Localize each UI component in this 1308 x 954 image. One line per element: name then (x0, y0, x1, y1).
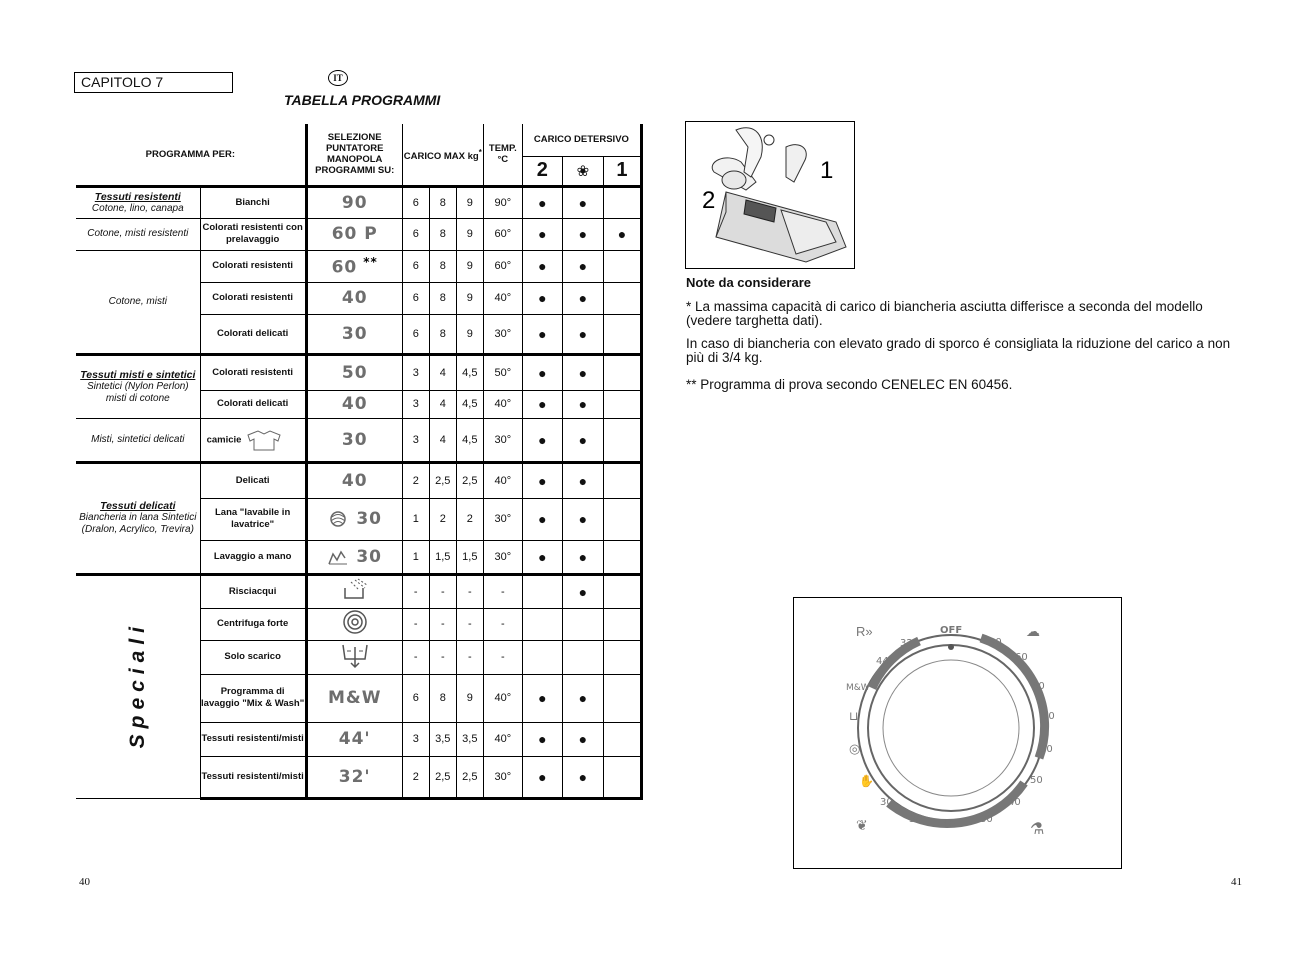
detergent-softener-dot: ● (562, 390, 603, 418)
category-speciali (76, 574, 200, 798)
detergent-2-dot: ● (522, 540, 562, 574)
dial-label-60p: 60 (1015, 652, 1028, 663)
load-min: - (402, 608, 429, 640)
load-mid: 4 (429, 354, 456, 390)
detergent-softener-dot: ● (562, 282, 603, 314)
category-text: Sintetici (Nylon Perlon) misti di cotone (86, 380, 189, 404)
selector-position (306, 250, 402, 282)
load-mid: 8 (429, 282, 456, 314)
off-leaf-icon: ❦ (856, 817, 868, 833)
temperature: 40° (483, 674, 522, 722)
load-mid: 8 (429, 250, 456, 282)
detergent-1-dot (603, 674, 641, 722)
dial-label-p: P (1018, 661, 1025, 672)
category-text: Cotone, misti (108, 295, 167, 307)
shirt-icon (244, 429, 284, 451)
load-mid: 8 (429, 186, 456, 218)
detergent-softener-dot: ● (562, 722, 603, 756)
selector-position (306, 462, 402, 498)
detergent-2-dot: ● (522, 674, 562, 722)
programme-name (200, 498, 306, 540)
load-min: 6 (402, 250, 429, 282)
detersivo-col-1: 1 (603, 156, 641, 186)
programme-name (200, 218, 306, 250)
load-max: 2 (456, 498, 483, 540)
hand-wash-small-icon: ✋ (859, 774, 874, 788)
selector-value: 40 (341, 288, 368, 308)
detergent-softener-dot: ● (562, 218, 603, 250)
detergent-1-dot: ● (603, 218, 641, 250)
selector-position (306, 354, 402, 390)
drain-icon: ⊔ (849, 709, 859, 723)
detergent-softener-dot: ● (562, 186, 603, 218)
programme-name (200, 540, 306, 574)
header-selezione: SELEZIONE PUNTATORE MANOPOLA PROGRAMMI SU: (306, 124, 402, 186)
load-max: 9 (456, 186, 483, 218)
load-min: 6 (402, 314, 429, 354)
temperature: 30° (483, 756, 522, 798)
detergent-2-dot: ● (522, 218, 562, 250)
load-min: 3 (402, 390, 429, 418)
programme-name (200, 608, 306, 640)
detergent-2-dot: ● (522, 756, 562, 798)
detergent-2-dot: ● (522, 390, 562, 418)
temperature: 50° (483, 354, 522, 390)
header-carico (402, 124, 483, 186)
synthetic-flask-icon: ⚗ (1030, 821, 1045, 838)
dial-label-40-del: 40 (942, 819, 955, 830)
load-mid: 4 (429, 418, 456, 462)
temperature: 60° (483, 218, 522, 250)
selector-position (306, 186, 402, 218)
table-row (76, 574, 642, 608)
detergent-softener-dot: ● (562, 540, 603, 574)
drawer-illustration (686, 122, 854, 268)
temperature: 40° (483, 282, 522, 314)
page-number-right: 41 (1231, 876, 1242, 888)
programme-name (200, 250, 306, 282)
load-min: 3 (402, 722, 429, 756)
table-title: TABELLA PROGRAMMI (284, 92, 441, 108)
programme-name-text: Lana "lavabile in lavatrice" (215, 507, 291, 530)
programme-name-text: camicie (206, 434, 242, 446)
dial-label-50: 50 (1030, 775, 1043, 786)
temperature: 30° (483, 314, 522, 354)
programme-name (200, 354, 306, 390)
detergent-2-dot: ● (522, 354, 562, 390)
language-badge: IT (328, 70, 348, 86)
table-row (76, 186, 642, 218)
detergent-1-dot (603, 354, 641, 390)
dial-off-label: OFF (940, 625, 963, 636)
drawer-label-1: 1 (820, 157, 834, 184)
programme-name (200, 674, 306, 722)
dial-label-90: 90 (989, 637, 1002, 648)
detergent-2-dot: ● (522, 498, 562, 540)
programme-name (200, 574, 306, 608)
load-mid: 3,5 (429, 722, 456, 756)
detergent-1-dot (603, 462, 641, 498)
detergent-softener-dot: ● (562, 354, 603, 390)
detergent-softener-dot: ● (562, 674, 603, 722)
detergent-1-dot (603, 186, 641, 218)
programme-name-text: Colorati delicati (217, 398, 289, 409)
selector-value: 90 (341, 192, 368, 213)
programme-name-text: Tessuti resistenti/misti (201, 770, 304, 782)
temperature: 40° (483, 462, 522, 498)
load-mid: 4 (429, 390, 456, 418)
load-min: - (402, 574, 429, 608)
load-min: 6 (402, 282, 429, 314)
category-cell (76, 354, 200, 418)
category-heading: Tessuti delicati (100, 500, 176, 512)
programme-name-text: Colorati resistenti (212, 292, 294, 303)
header-carico-asterisk: * (478, 148, 482, 158)
header-programma: PROGRAMMA PER: (145, 148, 236, 160)
page-number-left: 40 (79, 876, 90, 888)
drain-icon-table (341, 641, 369, 669)
selector-value: 40 (341, 394, 368, 414)
load-min: 1 (402, 540, 429, 574)
load-max: - (456, 574, 483, 608)
load-max: - (456, 640, 483, 674)
load-min: 6 (402, 674, 429, 722)
load-max: 4,5 (456, 354, 483, 390)
selector-position (306, 282, 402, 314)
detergent-1-dot (603, 540, 641, 574)
temperature: - (483, 640, 522, 674)
selector-value: 50 (341, 362, 368, 383)
temperature: 40° (483, 722, 522, 756)
load-mid: - (429, 574, 456, 608)
detergent-softener-dot: ● (562, 250, 603, 282)
load-min: 1 (402, 498, 429, 540)
load-mid: 8 (429, 674, 456, 722)
programme-name-text: Solo scarico (224, 651, 281, 662)
detergent-softener-dot (562, 608, 603, 640)
category-text: Cotone, lino, canapa (91, 202, 184, 214)
wool-icon (327, 510, 349, 528)
selector-value: 32' (338, 766, 371, 787)
programme-name (200, 462, 306, 498)
selector-value: M&W (327, 688, 382, 708)
selector-value: 44' (338, 729, 371, 749)
load-mid: - (429, 608, 456, 640)
load-max: 9 (456, 674, 483, 722)
selector-position (306, 722, 402, 756)
programme-name (200, 186, 306, 218)
detergent-softener-dot (562, 640, 603, 674)
programme-name (200, 390, 306, 418)
programme-name (200, 418, 306, 462)
detergent-softener-dot: ● (562, 418, 603, 462)
detergent-1-dot (603, 756, 641, 798)
dial-label-30-wool: 30 (909, 814, 922, 825)
load-max: 4,5 (456, 418, 483, 462)
temperature: 40° (483, 390, 522, 418)
programme-name (200, 314, 306, 354)
selector-position (306, 498, 402, 540)
detergent-1-dot (603, 282, 641, 314)
load-mid: 8 (429, 314, 456, 354)
detergent-1-dot (603, 608, 641, 640)
temperature: 30° (483, 540, 522, 574)
spin-icon-table (342, 609, 368, 635)
selector-position (306, 608, 402, 640)
load-max: 9 (456, 218, 483, 250)
temperature: - (483, 574, 522, 608)
detergent-2-dot: ● (522, 462, 562, 498)
load-max: 1,5 (456, 540, 483, 574)
category-cell (76, 186, 200, 218)
detergent-2-dot (522, 608, 562, 640)
programme-name (200, 282, 306, 314)
detergent-2-dot: ● (522, 186, 562, 218)
dial-label-44min: 44' (876, 656, 892, 667)
header-carico-text: CARICO MAX kg (403, 151, 479, 163)
detergent-softener-dot: ● (562, 462, 603, 498)
selector-value: 60 P (331, 224, 378, 244)
load-max: 4,5 (456, 390, 483, 418)
dial-label-30-syn: 30 (980, 814, 993, 825)
category-cell (76, 218, 200, 250)
note-cenelec: ** Programma di prova secondo CENELEC EN 60456. (686, 377, 1013, 392)
selector-position (306, 640, 402, 674)
programme-name-text: Colorati delicati (217, 327, 289, 339)
category-heading: Tessuti resistenti (94, 190, 181, 203)
detergent-2-dot: ● (522, 282, 562, 314)
programme-name-text: Programma di lavaggio "Mix & Wash" (201, 686, 305, 709)
category-cell (76, 462, 200, 574)
programme-name-text: Colorati resistenti con prelavaggio (202, 222, 303, 245)
table-row (76, 354, 642, 390)
cotton-icon: ☁ (1026, 623, 1040, 639)
dial-label-30: 30 (1040, 744, 1053, 755)
temperature: 30° (483, 418, 522, 462)
dial-label-40: 40 (1042, 711, 1055, 722)
programme-table (76, 124, 643, 800)
detergent-2-dot (522, 574, 562, 608)
selector-note: ** (363, 254, 378, 269)
temperature: 60° (483, 250, 522, 282)
dial-label-40-syn: 40 (1008, 797, 1021, 808)
selector-value: 30 (341, 323, 368, 344)
selector-position (306, 418, 402, 462)
dial-label-30-hand: 30 (880, 797, 893, 808)
detergent-softener-dot: ● (562, 498, 603, 540)
programme-name (200, 722, 306, 756)
table-row (76, 462, 642, 498)
programme-dial-figure (793, 597, 1122, 869)
category-speciali-text: Speciali (125, 620, 149, 749)
detergent-softener-dot: ● (562, 756, 603, 798)
load-mid: 2,5 (429, 756, 456, 798)
detergent-1-dot (603, 418, 641, 462)
selector-value: 30 (356, 546, 382, 567)
detergent-1-dot (603, 574, 641, 608)
programme-name-text: Bianchi (235, 196, 270, 208)
programme-name-text: Tessuti resistenti/misti (201, 733, 304, 744)
detergent-1-dot (603, 250, 641, 282)
selector-position (306, 218, 402, 250)
dial-label-60: 60 (1032, 681, 1045, 692)
temperature: 90° (483, 186, 522, 218)
hand-wash-icon (327, 548, 349, 566)
load-min: 3 (402, 418, 429, 462)
programme-name-text: Colorati resistenti (212, 366, 294, 378)
load-max: 9 (456, 250, 483, 282)
selector-position (306, 574, 402, 608)
drawer-label-2: 2 (702, 187, 716, 214)
load-min: 2 (402, 756, 429, 798)
detergent-1-dot (603, 498, 641, 540)
load-min: - (402, 640, 429, 674)
detergent-2-dot: ● (522, 418, 562, 462)
load-min: 3 (402, 354, 429, 390)
header-temp: TEMP. °C (483, 124, 522, 186)
programme-name-text: Lavaggio a mano (213, 550, 292, 562)
load-mid: 8 (429, 218, 456, 250)
load-max: - (456, 608, 483, 640)
chapter-label: CAPITOLO 7 (74, 72, 233, 93)
load-mid: 1,5 (429, 540, 456, 574)
selector-position (306, 756, 402, 798)
detergent-1-dot (603, 722, 641, 756)
selector-value: 60 (331, 257, 358, 278)
spin-icon: ◎ (849, 741, 861, 756)
selector-value: 40 (341, 470, 368, 491)
detergent-2-dot (522, 640, 562, 674)
selector-position (306, 540, 402, 574)
rinse-icon-table (341, 578, 369, 600)
detergent-1-dot (603, 314, 641, 354)
selector-value: 30 (356, 509, 382, 529)
category-cell (76, 250, 200, 354)
detersivo-col-2: 2 (522, 156, 562, 186)
load-mid: 2 (429, 498, 456, 540)
category-text: Biancheria in lana Sintetici (Dralon, Acrylico, Trevira) (79, 512, 197, 535)
programme-name (200, 756, 306, 798)
dial-label-32min: 32' (900, 638, 916, 649)
load-min: 2 (402, 462, 429, 498)
selector-position (306, 674, 402, 722)
load-max: 3,5 (456, 722, 483, 756)
load-max: 2,5 (456, 756, 483, 798)
category-cell (76, 418, 200, 462)
detergent-2-dot: ● (522, 250, 562, 282)
notes-title: Note da considerare (686, 275, 811, 290)
table-body (76, 186, 642, 798)
flower-icon: ❀ (562, 156, 603, 186)
header-detersivo: CARICO DETERSIVO (522, 124, 641, 156)
selector-value: 30 (341, 429, 368, 450)
note-load-reduction: In caso di biancheria con elevato grado di sporco é consigliata la riduzione del carico a non più di 3/4 kg. (686, 336, 1231, 365)
load-mid: 2,5 (429, 462, 456, 498)
table-row (76, 218, 642, 250)
load-max: 9 (456, 314, 483, 354)
detergent-softener-dot: ● (562, 574, 603, 608)
load-min: 6 (402, 218, 429, 250)
detergent-1-dot (603, 390, 641, 418)
load-min: 6 (402, 186, 429, 218)
rinse-icon: R» (856, 624, 873, 639)
category-text: Cotone, misti resistenti (87, 228, 189, 239)
table-row (76, 418, 642, 462)
load-max: 2,5 (456, 462, 483, 498)
selector-position (306, 314, 402, 354)
programme-name-text: Risciacqui (228, 585, 277, 597)
detergent-1-dot (603, 640, 641, 674)
category-heading: Tessuti misti e sintetici (80, 368, 196, 381)
detergent-drawer-figure (685, 121, 855, 269)
table-row (76, 250, 642, 282)
selector-position (306, 390, 402, 418)
temperature: - (483, 608, 522, 640)
category-text: Misti, sintetici delicati (91, 433, 185, 445)
programme-name (200, 640, 306, 674)
programme-name-text: Colorati resistenti (212, 260, 294, 271)
load-mid: - (429, 640, 456, 674)
dial-label-mw: M&W (846, 683, 870, 693)
programme-name-text: Delicati (235, 474, 270, 486)
load-max: 9 (456, 282, 483, 314)
note-capacity: * La massima capacità di carico di biancheria asciutta differisce a seconda del modello (vedere targhetta dati). (686, 299, 1203, 328)
programme-name-text: Centrifuga forte (217, 618, 289, 629)
temperature: 30° (483, 498, 522, 540)
detergent-softener-dot: ● (562, 314, 603, 354)
detergent-2-dot: ● (522, 722, 562, 756)
detergent-2-dot: ● (522, 314, 562, 354)
dial-illustration (794, 598, 1121, 868)
